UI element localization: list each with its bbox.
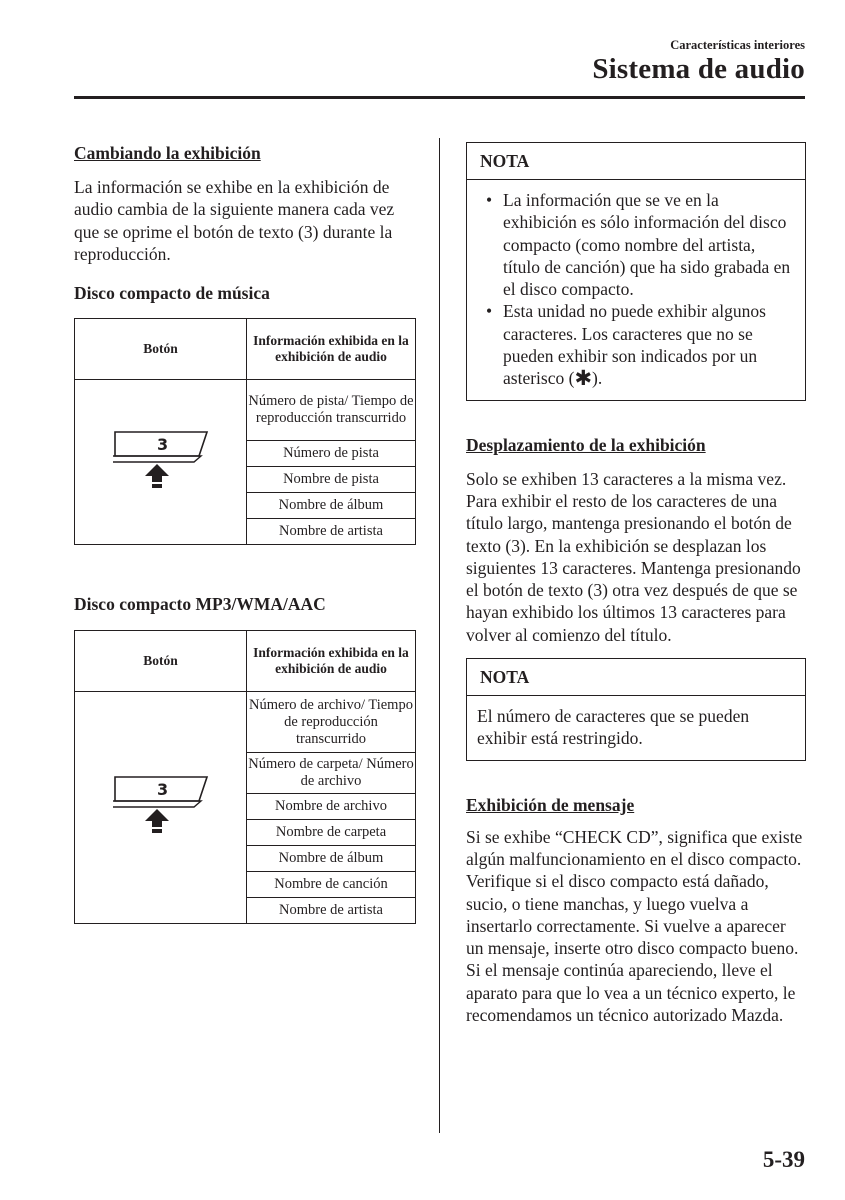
section-label: Características interiores	[670, 38, 805, 52]
svg-text:3: 3	[156, 434, 168, 454]
nota-bullet-1-text: La información que se ve en la exhibición es sólo información del disco compacto (como nombre del artista, título de canción) que ha sido grabada en el disco compacto.	[503, 190, 791, 300]
right-column	[466, 142, 806, 1026]
mp3-row-2: Número de carpeta/ Número de archivo	[247, 753, 416, 794]
col-header-button: Botón	[75, 319, 247, 380]
music-row-5: Nombre de artista	[247, 519, 416, 545]
nota-box-1	[466, 142, 806, 401]
page-title: Sistema de audio	[592, 53, 805, 85]
text-button-3-icon	[111, 430, 211, 490]
nota-body	[467, 180, 805, 400]
music-cd-title: Disco compacto de música	[74, 283, 270, 304]
scroll-paragraph: Solo se exhiben 13 caracteres a la misma vez. Para exhibir el resto de los caracteres de una título largo, mantenga presionando el botón de texto (3). En la exhibición se desplazan los siguientes 13 caracteres. Mantenga presionando el botón de texto (3) otra vez después de que se hayan exhibido los últimos 13 caracteres para volver al comienzo del título.	[466, 468, 801, 645]
nota-body: El número de caracteres que se pueden exhibir está restringido.	[477, 706, 750, 749]
mp3-row-3: Nombre de archivo	[247, 794, 416, 820]
nota-label: NOTA	[467, 659, 805, 696]
col-header-info: Información exhibida en la exhibición de audio	[247, 319, 416, 380]
music-cd-table	[74, 318, 416, 545]
mp3-row-7: Nombre de artista	[247, 898, 416, 924]
heading-mensaje: Exhibición de mensaje	[466, 794, 635, 815]
nota-bullet-1	[477, 189, 795, 300]
page-number: 5-39	[762, 1147, 805, 1172]
bullet-icon: •	[486, 301, 493, 322]
asterisk-icon: ✱	[574, 366, 593, 391]
svg-text:3: 3	[156, 780, 168, 800]
nota-box-2	[466, 658, 806, 761]
mp3-row-5: Nombre de álbum	[247, 846, 416, 872]
music-row-2: Número de pista	[247, 441, 416, 467]
text-button-3-icon	[111, 775, 211, 835]
nota-bullet-2-end: ).	[592, 368, 603, 389]
message-paragraph: Si se exhibe “CHECK CD”, significa que existe algún malfuncionamiento en el disco compacto. Verifique si el disco compacto está dañado, sucio, o tiene manchas, y luego vuelva a insertarlo correctamente. Si vuelve a aparecer un mensaje, inserte otro disco compacto bueno. Si el mensaje continúa apareciendo, lleve el aparato para que lo vea a un técnico experto, le recomendamos un técnico autorizado Mazda.	[466, 826, 803, 1026]
nota-bullet-2-text: Esta unidad no puede exhibir algunos caracteres. Los caracteres que no se pueden exhibir son indicados por un asterisco (	[503, 301, 766, 389]
mp3-cd-table	[74, 630, 416, 924]
mp3-cd-title: Disco compacto MP3/WMA/AAC	[74, 594, 326, 615]
col-header-button: Botón	[75, 631, 247, 692]
nota-label: NOTA	[467, 143, 805, 180]
column-divider	[439, 138, 440, 1133]
text-button-cell	[75, 380, 247, 545]
intro-paragraph: La información se exhibe en la exhibición de audio cambia de la siguiente manera cada vez que se oprime el botón de texto (3) durante la reproducción.	[74, 177, 395, 264]
music-row-3: Nombre de pista	[247, 467, 416, 493]
heading-desplazamiento: Desplazamiento de la exhibición	[466, 434, 706, 455]
left-column	[74, 142, 416, 924]
mp3-row-1: Número de archivo/ Tiempo de reproducción transcurrido	[247, 692, 416, 753]
header-rule	[74, 96, 805, 99]
mp3-row-6: Nombre de canción	[247, 872, 416, 898]
heading-cambiando: Cambiando la exhibición	[74, 143, 261, 163]
nota-bullet-2	[477, 300, 795, 389]
mp3-row-4: Nombre de carpeta	[247, 820, 416, 846]
bullet-icon: •	[486, 190, 493, 210]
music-row-4: Nombre de álbum	[247, 493, 416, 519]
music-row-1: Número de pista/ Tiempo de reproducción transcurrido	[247, 380, 416, 441]
text-button-cell	[75, 692, 247, 924]
col-header-info: Información exhibida en la exhibición de audio	[247, 631, 416, 692]
